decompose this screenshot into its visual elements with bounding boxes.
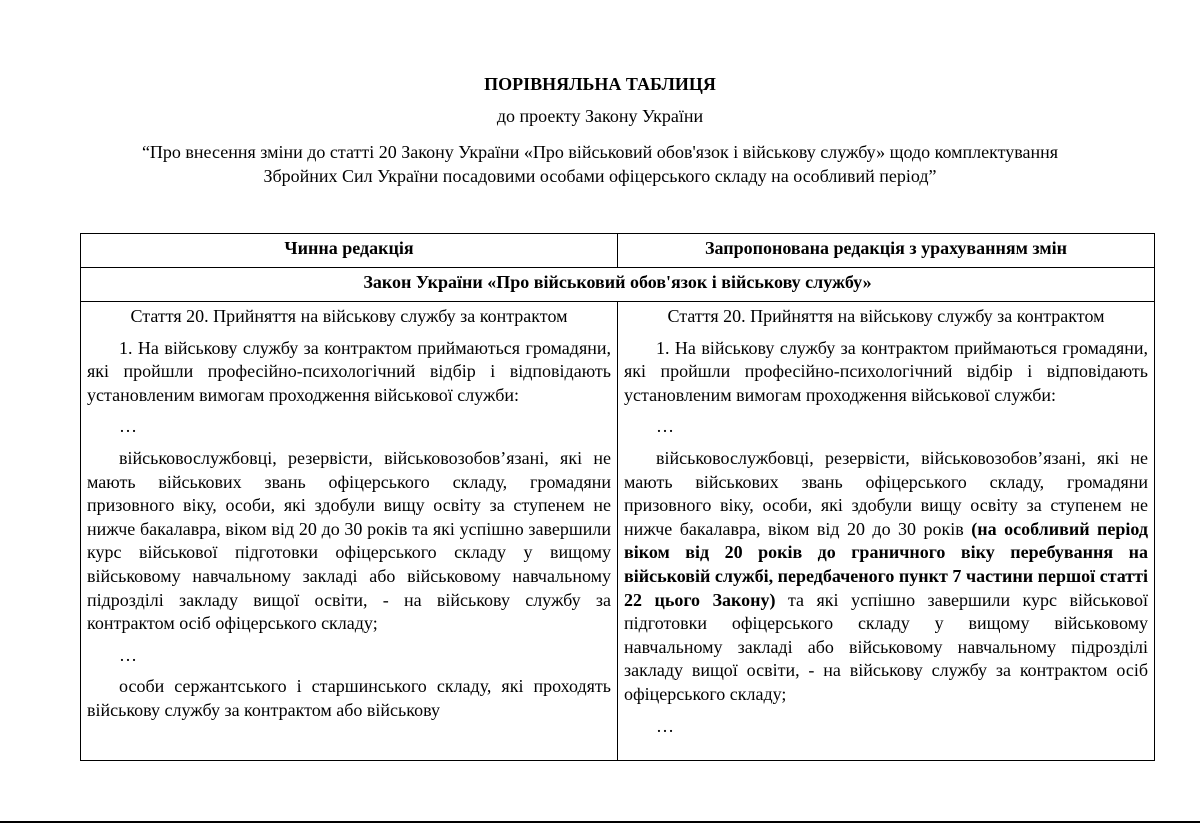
proposed-change-text: (на особливий період віком від 20 років до граничного віку перебування на військовій службі, передбаченого пункт 7 частини першої статті 22 цього Закону) [624,518,1148,610]
article-heading: Стаття 20. Прийняття на військову службу за контрактом [130,306,568,326]
bill-name-line-1: “Про внесення зміни до статті 20 Закону України «Про військовий обов'язок і військову службу» щодо комплектування [141,142,1059,162]
paragraph-1: 1. На військову службу за контрактом приймаються громадяни, які пройшли професійно-психологічний відбір і відповідають установленим вимогам проходження військової служби: [624,337,1148,405]
page-bottom-edge [0,821,1200,823]
ellipsis: … [119,416,137,437]
paragraph-2 [624,447,1148,707]
table-row [81,302,1155,761]
current-version-cell [81,302,618,761]
paragraph-2-end: та які успішно завершили курс військової підготовки офіцерського складу у вищому військовому навчальному закладі або військовому навчальному підрозділі закладу вищої освіти, - на військову службу за контрактом осіб офіцерського складу; [624,589,1149,704]
paragraph-3: особи сержантського і старшинського складу, які проходять військову службу за контрактом або військову [87,676,611,720]
paragraph-2-start: військовослужбовці, резервісти, військовозобов’язані, які не мають військових звань офіцерського складу, громадяни призовного віку, особи, які здобули вищу освіту за ступенем не нижче бакалавра, віком від 20 до 30 років [624,447,1148,539]
paragraph-1: 1. На військову службу за контрактом приймаються громадяни, які пройшли професійно-психологічний відбір і відповідають установленим вимогам проходження військової служби: [87,337,611,405]
table-header-row [81,234,1155,268]
comparison-table [80,233,1155,761]
document-title: ПОРІВНЯЛЬНА ТАБЛИЦЯ [484,74,716,94]
column-header-proposed: Запропонована редакція з урахуванням змін [618,234,1155,268]
bill-name-line-2: Збройних Сил України посадовими особами офіцерського складу на особливий період” [263,166,937,186]
proposed-version-cell [618,302,1155,761]
ellipsis: … [119,644,137,665]
column-header-current: Чинна редакція [81,234,618,268]
document-subtitle: до проекту Закону України [496,106,704,126]
article-heading: Стаття 20. Прийняття на військову службу за контрактом [667,306,1105,326]
law-title: Закон України «Про військовий обов'язок і військову службу» [81,268,1155,302]
ellipsis: … [656,715,674,736]
law-title-row [81,268,1155,302]
paragraph-2: військовослужбовці, резервісти, військовозобов’язані, які не мають військових звань офіцерського складу, громадяни призовного віку, особи, які здобули вищу освіту за ступенем не нижче бакалавра, віком від 20 до 30 років та які успішно завершили курс військової підготовки офіцерського складу у вищому військовому навчальному закладі або військовому навчальному підрозділі закладу вищої освіти, - на військову службу за контрактом осіб офіцерського складу; [87,447,611,634]
ellipsis: … [656,416,674,437]
